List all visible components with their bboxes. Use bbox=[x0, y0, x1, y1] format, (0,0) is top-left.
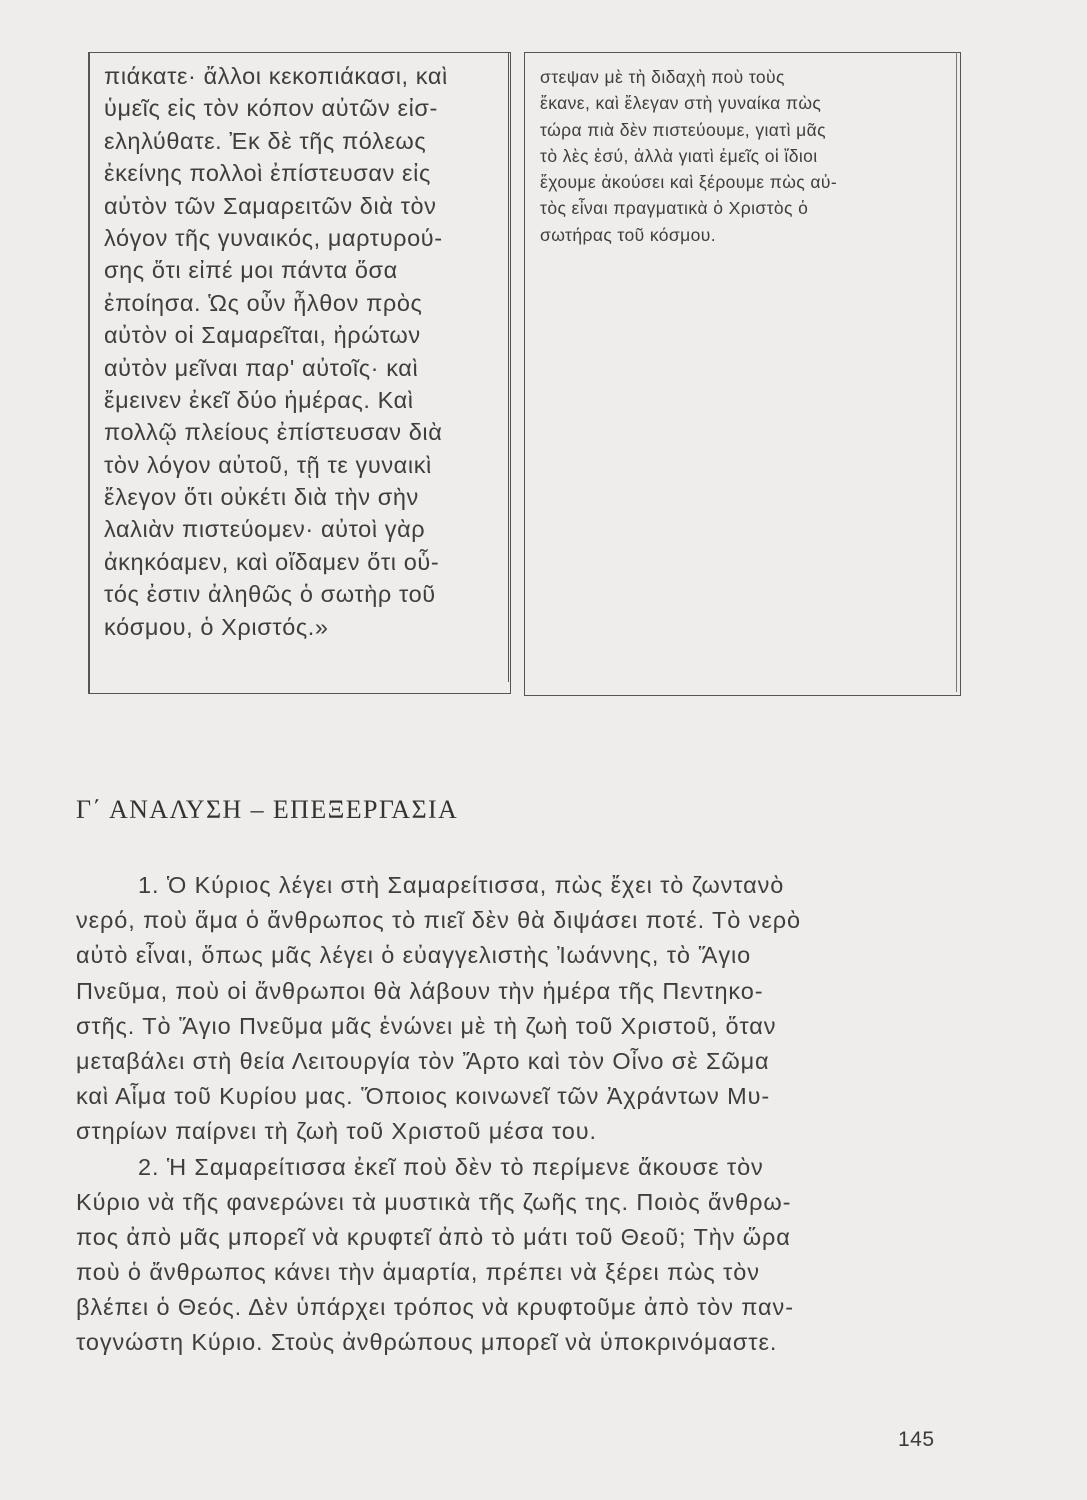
body-line: καὶ Αἷμα τοῦ Κυρίου μας. Ὅποιος κοινωνεῖ τῶν Ἀχράντων Μυ- bbox=[76, 1083, 771, 1110]
body-line: νερό, ποὺ ἅμα ὁ ἄνθρωπος τὸ πιεῖ δὲν θὰ διψάσει ποτέ. Τὸ νερὸ bbox=[76, 907, 801, 934]
left-line: τός ἐστιν ἀληθῶς ὁ σωτὴρ τοῦ bbox=[104, 581, 436, 608]
left-line: ἔλεγον ὅτι οὐκέτι διὰ τὴν σὴν bbox=[104, 484, 419, 511]
right-line: στεψαν μὲ τὴ διδαχὴ ποὺ τοὺς bbox=[540, 67, 785, 87]
left-line: σης ὅτι εἰπέ μοι πάντα ὅσα bbox=[104, 257, 398, 284]
body-line: 1. Ὁ Κύριος λέγει στὴ Σαμαρείτισσα, πὼς ἔχει τὸ ζωντανὸ bbox=[138, 872, 785, 898]
body-line: αὐτὸ εἶναι, ὅπως μᾶς λέγει ὁ εὐαγγελιστὴς Ἰωάννης, τὸ Ἅγιο bbox=[76, 942, 752, 969]
left-line: ὑμεῖς εἰς τὸν κόπον αὐτῶν εἰσ- bbox=[104, 95, 438, 122]
right-line: σωτήρας τοῦ κόσμου. bbox=[540, 224, 716, 245]
left-line: ἐποίησα. Ὡς οὖν ἦλθον πρὸς bbox=[104, 289, 423, 316]
section-heading: Γ΄ ΑΝΑΛΥΣΗ – ΕΠΕΞΕΡΓΑΣΙΑ bbox=[76, 795, 459, 824]
left-line: λόγον τῆς γυναικός, μαρτυρού- bbox=[104, 224, 443, 251]
right-line: ἔχουμε ἀκούσει καὶ ξέρουμε πὼς αὐ- bbox=[540, 172, 838, 193]
body-line: 2. Ἡ Σαμαρείτισσα ἐκεῖ ποὺ δὲν τὸ περίμενε ἄκουσε τὸν bbox=[138, 1153, 764, 1180]
left-line: εληλύθατε. Ἐκ δὲ τῆς πόλεως bbox=[104, 127, 427, 154]
body-line: στηρίων παίρνει τὴ ζωὴ τοῦ Χριστοῦ μέσα του. bbox=[76, 1118, 597, 1145]
body-line: πος ἀπὸ μᾶς μπορεῖ νὰ κρυφτεῖ ἀπὸ τὸ μάτι τοῦ Θεοῦ; Τὴν ὥρα bbox=[76, 1223, 791, 1250]
left-line: ἀκηκόαμεν, καὶ οἴδαμεν ὅτι οὗ- bbox=[104, 548, 440, 575]
right-line: τώρα πιὰ δὲν πιστεύουμε, γιατὶ μᾶς bbox=[540, 119, 826, 140]
body-text bbox=[76, 868, 956, 1361]
body-line: βλέπει ὁ Θεός. Δὲν ὑπάρχει τρόπος νὰ κρυφτοῦμε ἀπὸ τὸν παν- bbox=[76, 1294, 794, 1321]
right-column-text bbox=[540, 64, 952, 248]
left-line: πολλῷ πλείους ἐπίστευσαν διὰ bbox=[104, 419, 443, 446]
left-line: ἐκείνης πολλοὶ ἐπίστευσαν εἰς bbox=[104, 160, 431, 187]
body-line: Κύριο νὰ τῆς φανερώνει τὰ μυστικὰ τῆς ζωῆς της. Ποιὸς ἄνθρω- bbox=[76, 1188, 792, 1215]
body-line: ποὺ ὁ ἄνθρωπος κάνει τὴν ἁμαρτία, πρέπει νὰ ξέρει πὼς τὸν bbox=[76, 1259, 760, 1286]
left-line: κόσμου, ὁ Χριστός.» bbox=[104, 613, 329, 640]
left-column-text bbox=[104, 60, 508, 643]
body-line: τογνώστη Κύριο. Στοὺς ἀνθρώπους μπορεῖ νὰ ὑποκρινόμαστε. bbox=[76, 1329, 778, 1356]
left-line: αὐτὸν μεῖναι παρ' αὐτοῖς· καὶ bbox=[104, 354, 419, 381]
left-line: λαλιὰν πιστεύομεν· αὐτοὶ γὰρ bbox=[104, 516, 426, 543]
left-line: τὸν λόγον αὐτοῦ, τῇ τε γυναικὶ bbox=[104, 451, 432, 478]
left-line: πιάκατε· ἄλλοι κεκοπιάκασι, καὶ bbox=[104, 63, 448, 89]
body-line: στῆς. Τὸ Ἅγιο Πνεῦμα μᾶς ἑνώνει μὲ τὴ ζωὴ τοῦ Χριστοῦ, ὅταν bbox=[76, 1012, 777, 1039]
right-line: τὸς εἶναι πραγματικὰ ὁ Χριστὸς ὁ bbox=[540, 198, 809, 219]
left-line: αὐτὸν τῶν Σαμαρειτῶν διὰ τὸν bbox=[104, 192, 437, 219]
body-line: μεταβάλει στὴ θεία Λειτουργία τὸν Ἄρτο καὶ τὸν Οἶνο σὲ Σῶμα bbox=[76, 1047, 770, 1074]
body-line: Πνεῦμα, ποὺ οἱ ἄνθρωποι θὰ λάβουν τὴν ἡμέρα τῆς Πεντηκο- bbox=[76, 977, 764, 1004]
left-line: αὐτὸν οἱ Σαμαρεῖται, ἠρώτων bbox=[104, 322, 421, 349]
right-line: ἔκανε, καὶ ἔλεγαν στὴ γυναίκα πὼς bbox=[540, 93, 822, 114]
right-line: τὸ λὲς ἐσύ, ἀλλὰ γιατὶ ἐμεῖς οἱ ἴδιοι bbox=[540, 145, 818, 166]
page-number: 145 bbox=[898, 1428, 935, 1451]
left-line: ἔμεινεν ἐκεῖ δύο ἡμέρας. Καὶ bbox=[104, 386, 414, 413]
